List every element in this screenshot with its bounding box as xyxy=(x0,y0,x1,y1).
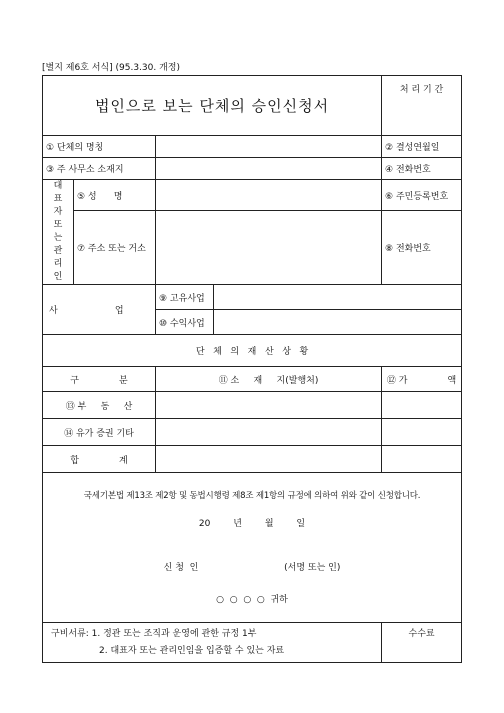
profit-business-label: ⑩ 수익사업 xyxy=(156,310,214,335)
founding-date-label: ② 결성연월일 xyxy=(382,136,462,158)
securities-location-field[interactable] xyxy=(156,419,382,446)
rep-address-label: ⑦ 주소 또는 거소 xyxy=(74,211,156,285)
asset-row-total: 합 계 xyxy=(43,446,156,473)
org-name-label: ① 단체의 명칭 xyxy=(43,136,156,158)
total-location-field[interactable] xyxy=(156,446,382,473)
realestate-value-field[interactable] xyxy=(382,392,462,419)
office-address-field[interactable] xyxy=(156,158,382,180)
rep-address-field[interactable] xyxy=(156,211,382,285)
processing-period-label: 처 리 기 간 xyxy=(382,76,462,136)
resident-number-label: ⑥ 주민등록번호 xyxy=(382,180,462,211)
proper-business-label: ⑨ 고유사업 xyxy=(156,285,214,310)
realestate-location-field[interactable] xyxy=(156,392,382,419)
declaration-addressee: ○ ○ ○ ○ 귀하 xyxy=(216,594,288,605)
declaration-block xyxy=(43,473,462,623)
phone-label-1: ④ 전화번호 xyxy=(382,158,462,180)
assets-col-value: ⑫ 가 액 xyxy=(382,367,462,392)
declaration-date: 20 년 월 일 xyxy=(198,518,306,529)
form-header-note: [별지 제6호 서식] (95.3.30. 개정) xyxy=(42,63,180,73)
application-form xyxy=(42,75,462,663)
representative-side-label: 대 표 자 또 는 관 리 인 xyxy=(43,180,74,285)
declaration-applicant: 신 청 인 (서명 또는 인) xyxy=(163,562,341,573)
profit-business-field[interactable] xyxy=(214,310,462,335)
declaration-statement: 국세기본법 제13조 제2항 및 동법시행령 제8조 제1항의 규정에 의하여 위와 같이 신청합니다. xyxy=(83,490,421,501)
business-label: 사 업 xyxy=(43,285,156,335)
required-doc-2: 2. 대표자 또는 관리인임을 입증할 수 있는 자료 xyxy=(99,645,285,656)
assets-section-title: 단 체 의 재 산 상 황 xyxy=(43,335,462,367)
rep-name-field[interactable] xyxy=(156,180,382,211)
total-value-field[interactable] xyxy=(382,446,462,473)
rep-name-label: ⑤ 성 명 xyxy=(74,180,156,211)
assets-col-category: 구 분 xyxy=(43,367,156,392)
asset-row-securities: ⑭ 유가 증권 기타 xyxy=(43,419,156,446)
required-doc-1: 구비서류: 1. 정관 또는 조직과 운영에 관한 규정 1부 xyxy=(51,628,257,639)
asset-row-realestate: ⑬ 부 동 산 xyxy=(43,392,156,419)
proper-business-field[interactable] xyxy=(214,285,462,310)
fee-label: 수수료 xyxy=(382,623,462,663)
phone-label-2: ⑧ 전화번호 xyxy=(382,211,462,285)
office-address-label: ③ 주 사무소 소재지 xyxy=(43,158,156,180)
securities-value-field[interactable] xyxy=(382,419,462,446)
org-name-field[interactable] xyxy=(156,136,382,158)
assets-col-location: ⑪ 소 재 지(발행처) xyxy=(156,367,382,392)
form-title: 법인으로 보는 단체의 승인신청서 xyxy=(43,76,382,136)
required-documents xyxy=(43,623,382,663)
